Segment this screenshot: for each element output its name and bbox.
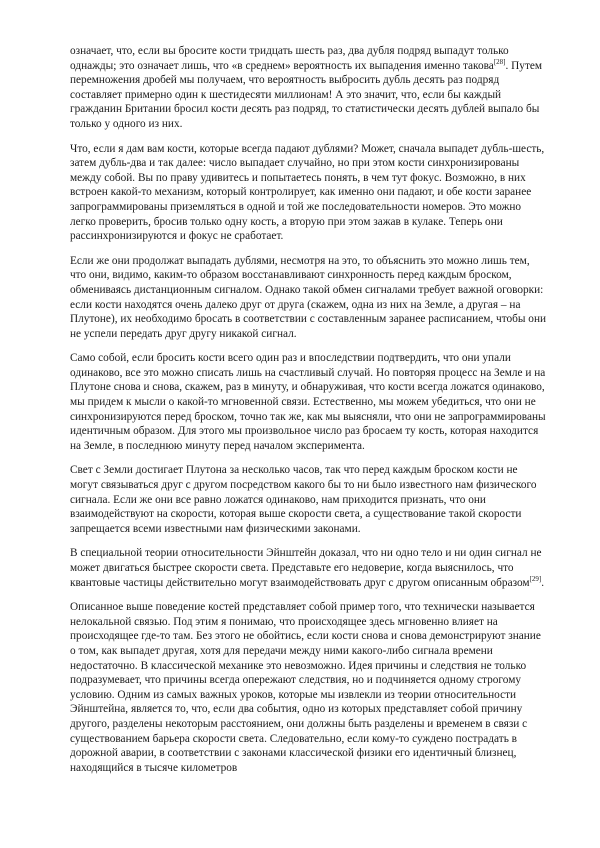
- paragraph-5: Свет с Земли достигает Плутона за несколько часов, так что перед каждым броском кости не могут связываться друг с другом посредством какого бы то ни было известного нам физического сигнала. Если же они все равно ложатся одинаково, нам приходится признать, что они взаимодействуют на скорости, которая выше скорости света, а существование такой скорости запрещается всеми известными нам физическими законами.: [70, 464, 537, 535]
- paragraph-1-text: означает, что, если вы бросите кости тридцать шесть раз, два дубля подряд выпадут только однажды; это означает лишь, что «в среднем» вероятность их выпадения именно такова: [70, 45, 509, 72]
- paragraph-3: Если же они продолжат выпадать дублями, несмотря на это, то объяснить это можно лишь тем, что они, видимо, каким-то образом восстанавливают синхронность перед каждым броском, обмениваясь дистанционным сигналом. Однако такой обмен сигналами требует важной оговорки: если кости находятся очень далеко друг от друга (скажем, одна из них на Земле, а другая – на Плутоне), их необходимо бросать в соответствии с составленным заранее расписанием, чтобы они не успели передать друг другу никакой сигнал.: [70, 254, 547, 340]
- paragraph-6: [70, 546, 548, 590]
- paragraph-1-tail: . Путем перемножения дробей мы получаем, что вероятность выбросить дубль десять раз подряд составляет примерно один к шестидесяти миллионам! А это значит, что, если бы каждый гражданин Британии бросил кости десять раз подряд, то статистически десять дублей выпало бы только у одного из них.: [70, 59, 543, 130]
- paragraph-1: [70, 44, 548, 132]
- paragraph-7: Описанное выше поведение костей представляет собой пример того, что технически называется нелокальной связью. Под этим я понимаю, что происходящее здесь мгновенно влияет на происходящее где-то там. Без этого не обойтись, если кости снова и снова демонстрируют знание о том, как выпадет другая, хотя для передачи между ними какого-либо сигнала времени недостаточно. В классической механике это невозможно. Идея причины и следствия не только подразумевает, что причины всегда опережают следствия, но и подчиняется одному строгому условию. Одним из самых важных уроков, которые мы извлекли из теории относительности Эйнштейна, является то, что, если два события, одно из которых представляет собой причину другого, разделены некоторым расстоянием, они должны быть разделены и временем в связи с существованием барьера скорости света. Следовательно, если кому-то суждено пострадать в дорожной аварии, в соответствии с законами классической физики его идентичный близнец, находящийся в тысяче километров: [70, 601, 541, 774]
- paragraph-4: Само собой, если бросить кости всего один раз и впоследствии подтвердить, что они упали одинаково, все это можно списать лишь на счастливый случай. Но повторяя процесс на Земле и на Плутоне снова и снова, скажем, раз в минуту, и обнаруживая, что кости всегда ложатся одинаково, мы придем к мысли о какой-то мгновенной связи. Естественно, мы можем убедиться, что они не синхронизируются перед броском, точно так же, как мы выясняли, что они не запрограммированы идентичным образом. Для этого мы произвольное число раз бросаем ту кость, которая находится на Земле, в последнюю минуту перед началом эксперимента.: [70, 352, 546, 452]
- paragraph-6-tail: .: [541, 576, 545, 589]
- footnote-ref-29[interactable]: [29]: [529, 574, 542, 583]
- paragraph-2: Что, если я дам вам кости, которые всегда падают дублями? Может, сначала выпадет дубль-шесть, затем дубль-два и так далее: число выпадает случайно, но при этом кости синхронизированы между собой. Вы по праву удивитесь и попытаетесь понять, в чем тут фокус. Возможно, в них встроен какой-то механизм, который контролирует, как именно они падают, и обе кости заранее запрограммированы приземляться в одной и той же последовательности номеров. Это можно легко проверить, бросив только одну кость, а вторую при этом зажав в кулаке. Теперь они рассинхронизируются и фокус не сработает.: [70, 142, 545, 243]
- paragraph-6-text: В специальной теории относительности Эйнштейн доказал, что ни одно тело и ни один сигнал не может двигаться быстрее скорости света. Представьте его недоверие, когда выяснилось, что квантовые частицы действительно могут взаимодействовать друг с другом описанным образом: [70, 547, 542, 589]
- footnote-ref-28[interactable]: [28]: [493, 57, 506, 66]
